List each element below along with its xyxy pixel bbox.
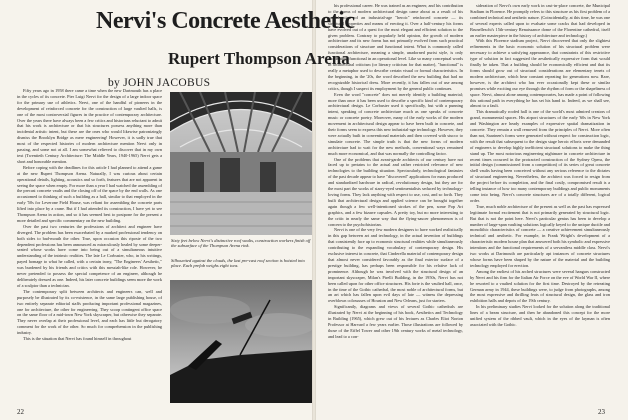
article-subtitle: Rupert Thompson Arena <box>168 49 350 68</box>
paragraph: Before coping with the deadlines for this article I had planned to attend a game at the new Rupert Thompson Arena. Naturally, I was curious about certain operational details, lighting, acoustics and so forth, features that are not apparent in seeing the space when empty. For more than a year I had watched the assembling of the precast concrete vaults and the closing off of the space by the end walls. As one accustomed to thinking of such a building as a hall, similar to that employed in the early '50s for Leverone Field House, was reliant for assembling the concrete parts lifted into place by a crane. But if I had attended its construction, I have yet to see Thompson Arena in action, and so it has seemed best to postpone for the present a more detailed and specific commentary on the new building. <box>17 164 162 223</box>
paragraph: True, much noble architecture of the present as well as the past has expressed legitimate formal excitement that is not primarily generated by structural logic. But that is not the point here. Nervi's particular genius has been to develop a number of large-span vaulting solutions logically keyed to the unique ductile and monolithic characteristics of concrete — a creative achievement simultaneously technical and aesthetic. For example, in Frank Wright's development of a characteristic modern house plan that answered both his symbolic and expressive intentions and the functional requirements of a servantless middle class. Nervi's two works at Dartmouth are particularly apt instances of concrete structures whose forms have been shaped by the nature of the material and the building technology employed for erection. <box>470 203 610 268</box>
arena-interior-photo <box>170 92 312 235</box>
photo-caption: Silhouetted against the clouds, the last pre-cast roof section is hoisted into place. Each prefab weighs eight tons. <box>171 258 305 269</box>
paragraph: Among the earliest of his arched structures were several hangars constructed by Nervi and his firm for the Italian Air Force on the eve of World War II, where he resorted to a vaulted solution for the first time. Destroyed by the retreating German army in 1944, these buildings were, to judge from photographs, among the most expressive and thrilling feats of structural design, the glass and iron exhibition halls and depots of the 19th century. <box>470 268 610 304</box>
left-column-1 <box>17 88 162 402</box>
page-number-left: 22 <box>17 408 24 416</box>
right-column-2 <box>470 3 610 403</box>
paragraph: With this Florence stadium project, Nervi discovered that only the slightest refinements in the basic economic solution of his structural problem were necessary to achieve a satisfying appearance, that constraints of this restrictive type of solution in fact suggested the aesthetically expressive form that would finally be taken. That a building should be economically efficient and that its forms should grow out of structural considerations are elementary tenets of modern architecture, which bear constant repeating for generations now. Rare, however, is the architect who has ever occasionally kept these or similar promises while exciting our eye through the rhythm of form or the shapeliness of space. Nervi, almost alone among contemporaries, has made a point of following this rational path in everything he has set his hand to. Indeed, as we shall see, almost to a fault. <box>470 38 610 109</box>
byline: by JOHN JACOBUS <box>108 77 211 89</box>
paragraph: Even the word "concrete" does not merely identify a building material; more than once it has been used to describe a specific kind of contemporary architectural design. Le Corbusier used it specifically, but with a punning intent, speaking of concrete architecture much as one speaks of concrete music or concrete poetry. Moreover, many of the early works of the modern movement in architectural design appear to have been built in concrete, and their forms seem to express this new industrial-age technology. However, they were actually built in conventional materials and then covered with stucco to simulate concrete. The simple truth is that the new forms of modern architecture had to wait for the new methods, conventional ways remained much more economical, and that was normally the controlling factor. <box>328 91 463 156</box>
paragraph: his professional career. He was trained as an engineer, and his contribution to the forms of modern architectural design came about as a result of his consideration of an industrial-age "heroic" reinforced concrete — its structural properties and means of erecting it. Over a half-century his forms have evolved out of a quest for the most elegant and efficient solution to the given problem. Contrary to popularly held opinion, the growth of modern architecture and its new forms has not primarily evolved from such practical considerations of structure and functional intent. What is commonly called functional architecture, meaning a simple, unadorned purist style, is only incidentally functional in an operational level. Like so many conceptual words in architectural criticism (or literary criticism for that matter), "functional" is really a metaphor used to describe certain visual or formal characteristics. In the beginning, in the '20s, the word described the new building that had no recognizable historical dress. More recently, it has fallen out of use among critics, though I suspect its employment by the general public continues. <box>328 3 463 91</box>
paragraph: This is the situation that Nervi has found himself in throughout <box>23 336 132 342</box>
paragraph: Fifty years ago in 1958 there came a time when the new Dartmouth has a place in the cycles of its concrete. Pier Luigi Nervi for the design of a large indoor space for the primary use of athletics. Nervi, one of the handful of pioneers in the development of reinforced concrete for the construction of large vaulted halls, is one of the most controversial figures in the practice of contemporary architecture. Over the years there have always been a few critics and historians reluctant to admit that his work is architecture or that his structures possess anything more than incidental artistic intent, but these are the ones who would likewise patronizingly dismiss the Brooklyn Bridge as mere engineering! However, it is sadly true that most of the respected histories of modern architecture mention Nervi only in passing, and some not at all. I am somewhat relieved to discover that in my own text (Twentieth Century Architecture: The Middle Years, 1940-1965) Nervi gets a short and honorable mention. <box>17 88 162 164</box>
photo-caption: Sixty feet below Nervi's distinctive roof vaults, construction workers finish off the subsurface of the Thompson Arena rink. <box>171 238 311 249</box>
paragraph: The contemporary split between architects and engineers can, well and purposely be illustrated by its co-existence, in the same large publishing house, of two entirely separate editorial staffs producing important professional magazines, one for architecture, the other for engineering. They scoop contingent office space on the same floor of a mid-town New York skyscraper, but otherwise they separate. They never overlap at their professional level, and each has little but derogatory comment for the work of the other. So much for comprehension in the publishing industry. <box>17 288 162 336</box>
paragraph: sideration of Nervi's own early work in cast-in-place concrete, the Municipal Stadium in Florence. He promptly refers to this structure as his first problem of a combined technical and aesthetic nature. (Coincidentally, at this time, he was one of several experts called upon to evaluate some cracks that had developed in Brunelleschi's 15th-century Renaissance dome of the Florentine cathedral, itself an earlier masterpiece in the history of architecture and technology.) <box>470 3 610 38</box>
right-column-1 <box>328 3 463 403</box>
paragraph: Significantly, diagrams and views of several Gothic cathedrals are illustrated by Nervi at the beginning of his book, Aesthetics and Technology in Building (1965), which grew out of his lectures as Charles Eliot Norton Professor at Harvard a few years earlier. Those illustrations are followed by those of the Eiffel Tower and other 19th century works of metal technology, and lead to a con- <box>328 304 463 339</box>
roof-hoist-photo <box>170 280 312 403</box>
paragraph: In his preliminary studies Nervi looked for the solution along the traditional lines of a beam structure, and then he abandoned this concept for the more unified system of the ribbed vault, which in the eyes of the layman is often associated with the Gothic. <box>470 304 610 327</box>
page-number-right: 23 <box>598 408 605 416</box>
paragraph: Nervi is one of the very few modern designers to have worked realistically in this gap between art and technology, in the actual invention of buildings that consistently face up to economic structural realities while simultaneously contributing to the expanding vocabulary of contemporary design. His exclusive interest in concrete, that Cinderella material of contemporary design that almost never considered favorably as the final exterior surface of a prestige building, has perhaps been responsible for his relative lack of prominence. Although he was involved with the structural design of an important skyscraper, Milan's Pirelli Building, in the 1950s, Nervi has not been called upon for other office structures. His forte is the vaulted hall, once, in the time of the Gothic cathedral, the most noble of architectural forms, but an art which has fallen upon evil days of late — witness the depressing overblown colossuses of Houston and New Orleans, just for starters. <box>328 227 463 304</box>
paragraph: This dramatically roofed hall is one of the world's most admired creators of grand, monumental spaces. His airport structures of the early '60s in New York and Washington are heady examples of expressive spatial dramatization in concrete. They remain a wall removed from the principles of Nervi. More often than not, Saarinen's forms were generated without respect for construction logic, with the result that subsequent to the design stage heroic efforts were demanded of engineers to develop highly inefficient structural solutions to make the thing stand up. The most notorious engineering nightmare in concrete architecture in recent times occurred in the protracted construction of the Sydney Opera, the initial design (commissioned from a competition) of its series of great concrete shell vaults having been conceived without any serious reference to the dictates of structural engineering. Nevertheless, the architect was forced to resign from the project before its completion, and the final costly, compromised result is a telling instance of how too many contemporary buildings and public monuments come into being. Nervi's concrete structures are of a totally different, logical order. <box>470 109 610 203</box>
article-title: Nervi's Concrete Aesthetic <box>96 8 355 34</box>
paragraph: One of the problems that avant-garde architects of our century have not faced up to pertains to the actual and rather restricted relevance of new technologies to the building situation. Spectacularly, technological fantasies of the past decade appear to have "discovered" applications for mass produced and standardized hardware in radical, revolutionary design, but they are for the most part the works of starry-eyed sentimentalists seduced by technology-loving forms. They lack anything with respect to use, cost, and so forth. They built that architectural design and applied science can be brought together again though a few well-intentioned strokes of the pen, some Pop Art graphics, and a few bizarre capsules. A pretty toy, but no more interesting to the critic in nearly the same way that the flying-saucer phenomenon is of concern to the psychohistorian. <box>328 156 463 227</box>
paragraph: Over the past two centuries the professions of architect and engineer have diverged. The problem has been exacerbated by a marked professional tendency on both sides to bad-mouth the other. True, upon occasion this riposte of the two dependent professions has been announced as miraculously healed by some deeper-seated whose works have come into being out of a simultaneous intuitive understanding of the intrinsic realities. The late Le Corbusier, who, in his writings, payed homage to what he called, with a certain irony, "The Engineers' Aesthetic," was burdened by his friends and critics with this messiah-like role. However, he never pretended to possess the special competence of an engineer, although he deliberately dressed as one. Indeed, his later concrete buildings seem more the work of a sculptor than a technician. <box>17 223 162 288</box>
